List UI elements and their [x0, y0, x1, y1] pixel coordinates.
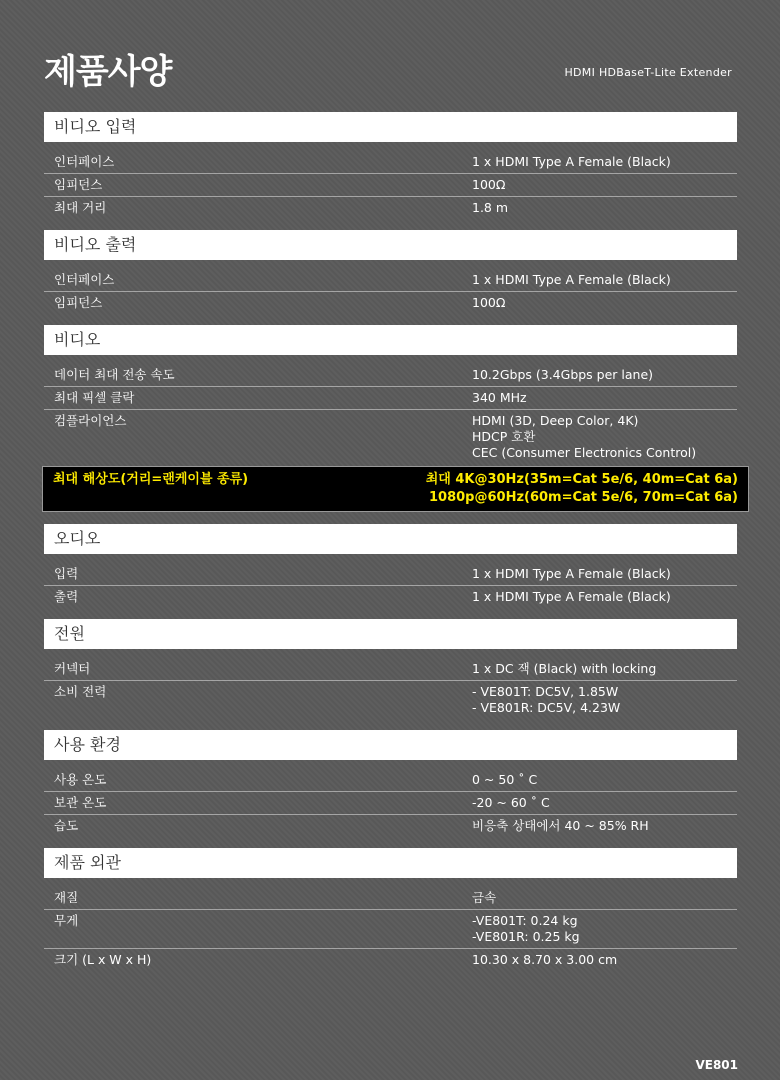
spec-row: [44, 364, 737, 387]
spec-row: [44, 769, 737, 792]
spec-label: 습도: [54, 818, 79, 833]
spec-row: [44, 151, 737, 174]
spec-value-line: 10.30 x 8.70 x 3.00 cm: [472, 952, 618, 967]
spec-value: [472, 589, 737, 605]
spec-value: [472, 154, 737, 170]
max-resolution-highlight: [42, 466, 749, 512]
spec-value: [472, 661, 737, 677]
spec-value-line: -VE801T: 0.24 kg: [472, 913, 578, 928]
spec-section: [44, 230, 737, 314]
spec-row: [44, 681, 737, 719]
spec-row: [44, 269, 737, 292]
spec-row: [44, 563, 737, 586]
spec-label: 최대 거리: [54, 200, 107, 215]
spec-label: 사용 온도: [54, 772, 107, 787]
spec-row: [44, 292, 737, 314]
spec-value-line: HDMI (3D, Deep Color, 4K): [472, 413, 639, 428]
section-header: 전원: [44, 619, 737, 649]
spec-row: [44, 887, 737, 910]
spec-value-line: 1 x HDMI Type A Female (Black): [472, 272, 671, 287]
spec-label: 인터페이스: [54, 154, 115, 169]
highlight-value-line: 1080p@60Hz(60m=Cat 5e/6, 70m=Cat 6a): [428, 490, 738, 505]
spec-label: 크기 (L x W x H): [54, 952, 152, 967]
spec-row: [44, 815, 737, 837]
spec-label: 임피던스: [54, 177, 103, 192]
page-title: 제품사양: [44, 52, 172, 92]
spec-value-line: 100Ω: [472, 295, 506, 310]
spec-section: [44, 112, 737, 219]
spec-value: [472, 890, 737, 906]
section-header: 비디오 입력: [44, 112, 737, 142]
section-header: 비디오: [44, 325, 737, 355]
spec-label: 입력: [54, 566, 79, 581]
model-footer: VE801: [695, 1058, 738, 1072]
highlight-label: 최대 해상도(거리=랜케이블 종류): [53, 472, 249, 487]
spec-value-line: 비응축 상태에서 40 ~ 85% RH: [472, 818, 649, 833]
spec-value-line: 100Ω: [472, 177, 506, 192]
spec-value: [472, 913, 737, 945]
spec-value-line: 1 x HDMI Type A Female (Black): [472, 589, 671, 604]
spec-label: 재질: [54, 890, 79, 905]
spec-value-line: 1 x HDMI Type A Female (Black): [472, 566, 671, 581]
highlight-value-line: 최대 4K@30Hz(35m=Cat 5e/6, 40m=Cat 6a): [425, 472, 738, 487]
spec-value: [472, 390, 737, 406]
spec-value: [472, 177, 737, 193]
spec-value-line: CEC (Consumer Electronics Control): [472, 445, 697, 460]
spec-value: [472, 818, 737, 834]
spec-label: 컴플라이언스: [54, 413, 127, 428]
spec-value-line: 10.2Gbps (3.4Gbps per lane): [472, 367, 654, 382]
highlight-values: [426, 471, 738, 507]
spec-section: [44, 619, 737, 719]
section-header: 비디오 출력: [44, 230, 737, 260]
spec-label: 임피던스: [54, 295, 103, 310]
spec-value-line: -VE801R: 0.25 kg: [472, 929, 580, 944]
spec-label: 최대 픽셀 클락: [54, 390, 135, 405]
spec-row: [44, 586, 737, 608]
spec-row: [44, 910, 737, 949]
spec-label: 소비 전력: [54, 684, 107, 699]
spec-value-line: - VE801R: DC5V, 4.23W: [472, 700, 621, 715]
spec-value: [472, 684, 737, 716]
spec-section: [44, 325, 737, 464]
spec-value: [472, 566, 737, 582]
spec-label: 보관 온도: [54, 795, 107, 810]
spec-value: [472, 272, 737, 288]
spec-value: [472, 795, 737, 811]
spec-value: [472, 772, 737, 788]
spec-label: 데이터 최대 전송 속도: [54, 367, 175, 382]
spec-row: [44, 949, 737, 971]
spec-value-line: 340 MHz: [472, 390, 527, 405]
spec-value: [472, 200, 737, 216]
spec-value-line: 0 ~ 50 ˚ C: [472, 772, 538, 787]
spec-row: [44, 174, 737, 197]
spec-section: [44, 730, 737, 837]
spec-value-line: 금속: [472, 890, 497, 905]
spec-label: 인터페이스: [54, 272, 115, 287]
spec-row: [44, 387, 737, 410]
spec-value-line: 1 x HDMI Type A Female (Black): [472, 154, 671, 169]
section-header: 제품 외관: [44, 848, 737, 878]
spec-section: [44, 848, 737, 971]
spec-row: [44, 410, 737, 464]
spec-row: [44, 792, 737, 815]
spec-value: [472, 295, 737, 311]
spec-value-line: -20 ~ 60 ˚ C: [472, 795, 550, 810]
section-header: 사용 환경: [44, 730, 737, 760]
spec-value-line: 1.8 m: [472, 200, 509, 215]
spec-label: 출력: [54, 589, 79, 604]
spec-section: [44, 524, 737, 608]
spec-row: [44, 197, 737, 219]
product-subtitle: HDMI HDBaseT-Lite Extender: [564, 66, 732, 79]
spec-value-line: 1 x DC 잭 (Black) with locking: [472, 661, 657, 676]
spec-value: [472, 367, 737, 383]
spec-row: [44, 658, 737, 681]
spec-value: [472, 413, 737, 461]
spec-value-line: HDCP 호환: [472, 429, 536, 444]
section-header: 오디오: [44, 524, 737, 554]
spec-label: 커넥터: [54, 661, 91, 676]
spec-value-line: - VE801T: DC5V, 1.85W: [472, 684, 619, 699]
spec-content: [44, 112, 737, 982]
spec-label: 무게: [54, 913, 79, 928]
spec-value: [472, 952, 737, 968]
